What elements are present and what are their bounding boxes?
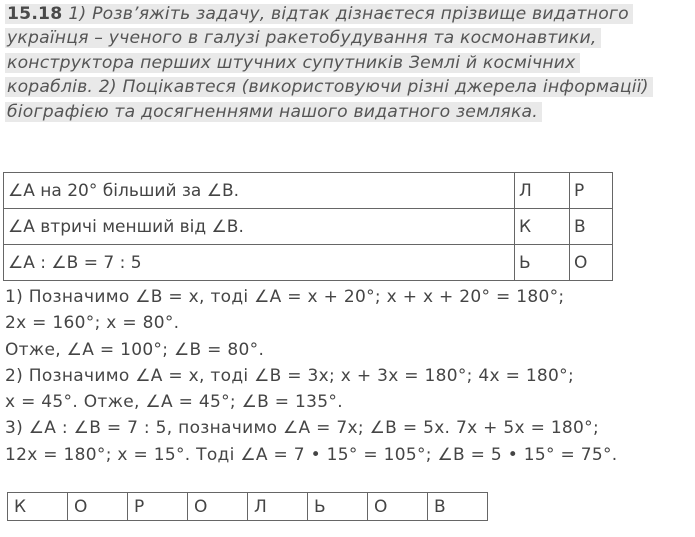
- letter-cell: О: [570, 245, 613, 281]
- task-text: конструктора перших штучних супутників Землі й космічних: [5, 53, 580, 73]
- answer-letter-cell: Р: [128, 493, 188, 521]
- task-text: кораблів. 2) Поцікавтеся (використовуючи різні джерела інформації): [5, 77, 653, 97]
- answer-letter-cell: В: [428, 493, 488, 521]
- letter-cell: Л: [515, 173, 570, 209]
- answer-letter-cell: О: [188, 493, 248, 521]
- solution-line: 3) ∠A : ∠B = 7 : 5, позначимо ∠A = 7x; ∠B = 5x. 7x + 5x = 180°;: [5, 418, 599, 439]
- letter-cell: Ь: [515, 245, 570, 281]
- solution-line: 12x = 180°; x = 15°. Тоді ∠A = 7 • 15° = 105°; ∠B = 5 • 15° = 75°.: [5, 444, 618, 465]
- table-row: [4, 209, 613, 245]
- condition-cell: ∠A : ∠B = 7 : 5: [4, 245, 515, 281]
- task-text: українця – ученого в галузі ракетобудування та космонавтики,: [5, 28, 601, 48]
- condition-cell: ∠A втричі менший від ∠B.: [4, 209, 515, 245]
- answer-row: [8, 493, 488, 521]
- solution-line: 2) Позначимо ∠A = x, тоді ∠B = 3x; x + 3x = 180°; 4x = 180°;: [5, 365, 574, 386]
- answer-letter-cell: О: [68, 493, 128, 521]
- answer-letter-cell: Л: [248, 493, 308, 521]
- solution-line: 2x = 160°; x = 80°.: [5, 313, 180, 334]
- task-line: [5, 51, 695, 75]
- task-number: 15.18: [7, 4, 63, 24]
- task-line: [5, 75, 695, 99]
- conditions-table: [3, 172, 613, 281]
- answer-letter-cell: Ь: [308, 493, 368, 521]
- answer-letter-cell: О: [368, 493, 428, 521]
- solution-line: x = 45°. Отже, ∠A = 45°; ∠B = 135°.: [5, 392, 343, 413]
- solution-line: 1) Позначимо ∠B = x, тоді ∠A = x + 20°; x + x + 20° = 180°;: [5, 287, 565, 307]
- task-line: [5, 26, 695, 50]
- task-text: 1) Розв’яжіть задачу, відтак дізнаєтеся прізвище видатного: [68, 4, 629, 24]
- condition-cell: ∠A на 20° більший за ∠B.: [4, 173, 515, 209]
- solution-text: [5, 284, 618, 468]
- task-statement: [5, 2, 695, 124]
- answer-table: [7, 492, 488, 521]
- task-line: [5, 2, 695, 26]
- table-row: [4, 245, 613, 281]
- task-text: біографією та досягненнями нашого видатного земляка.: [5, 102, 542, 122]
- table-row: [4, 173, 613, 209]
- letter-cell: В: [570, 209, 613, 245]
- letter-cell: К: [515, 209, 570, 245]
- task-line: [5, 100, 695, 124]
- answer-letter-cell: К: [8, 493, 68, 521]
- letter-cell: Р: [570, 173, 613, 209]
- solution-line: Отже, ∠A = 100°; ∠B = 80°.: [5, 339, 265, 360]
